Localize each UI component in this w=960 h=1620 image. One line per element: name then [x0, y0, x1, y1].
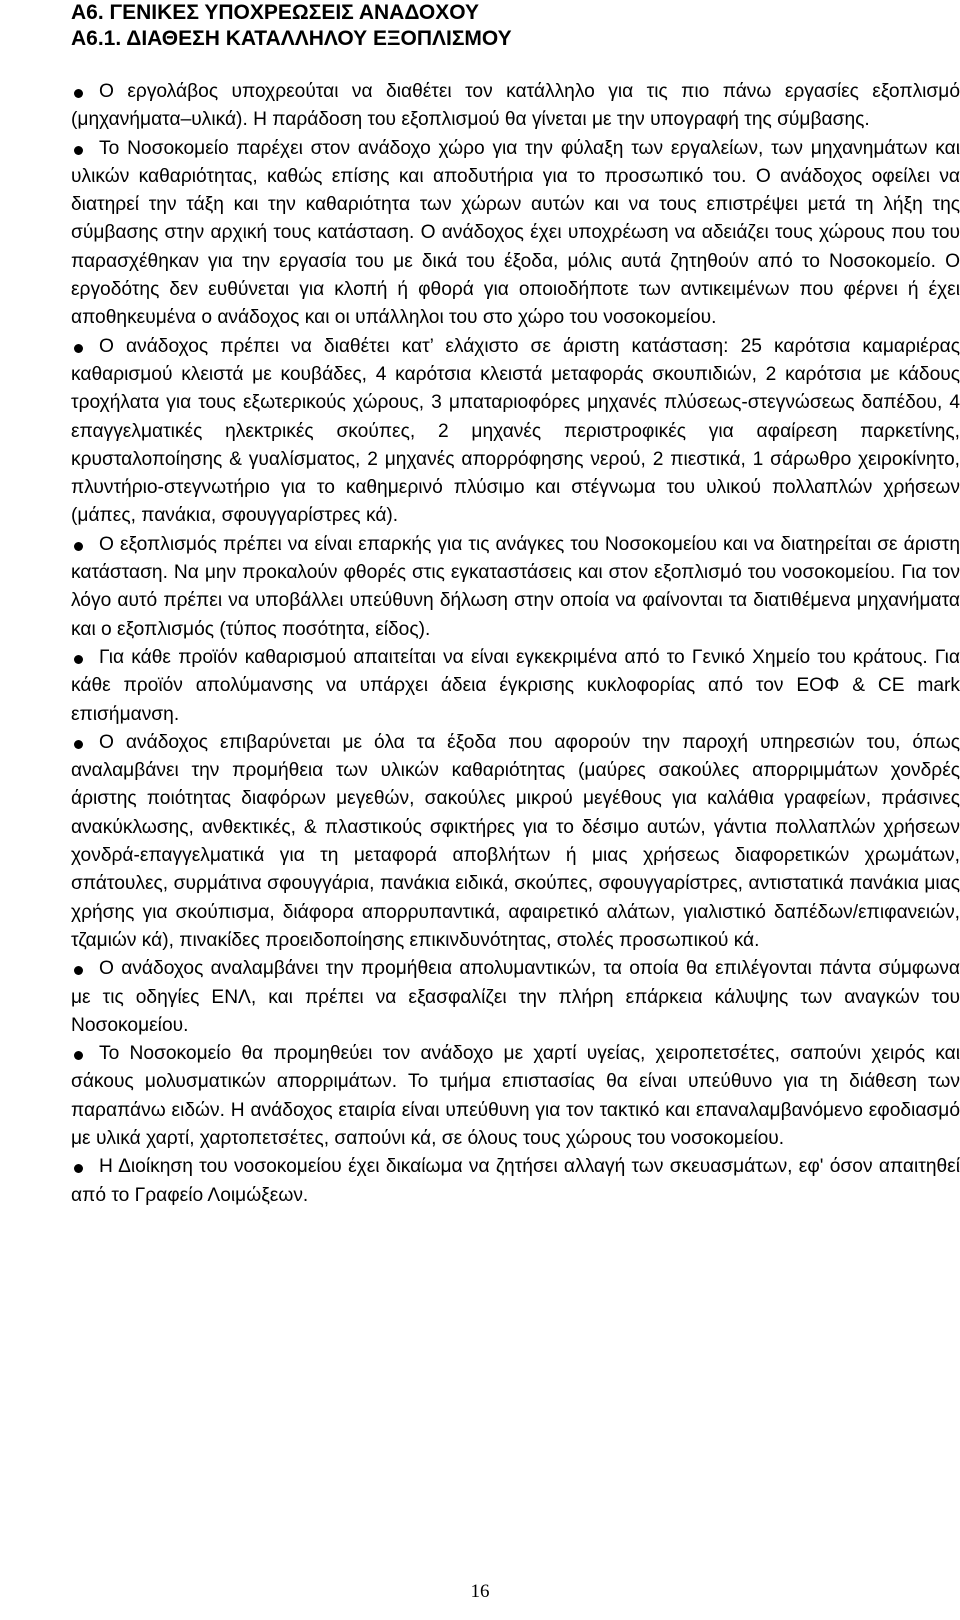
list-item	[71, 644, 960, 729]
bullet-icon	[74, 1164, 83, 1173]
bullet-icon	[74, 966, 83, 975]
list-item	[71, 955, 960, 1040]
list-item	[71, 1040, 960, 1153]
list-item-text: Ο εξοπλισμός πρέπει να είναι επαρκής για τις ανάγκες του Νοσοκομείου και να διατηρείται σε άριστη κατάσταση. Να μην προκαλούν φθορές στις εγκαταστάσεις και στον εξοπλισμό του νοσοκομείου. Για τον λόγο αυτό πρέπει να υποβάλλει υπεύθυνη δήλωση στην οποία να φαίνονται τα διατιθέμενα μηχανήματα και ο εξοπλισμός (τύπος ποσότητα, είδος).	[71, 533, 960, 640]
list-item	[71, 135, 960, 333]
bullet-icon	[74, 655, 83, 664]
list-item-text: Το Νοσοκομείο θα προμηθεύει τον ανάδοχο με χαρτί υγείας, χειροπετσέτες, σαπούνι χειρός και σάκους μολυσματικών απορριμάτων. Το τμήμα επιστασίας θα είναι υπεύθυνο για τη διάθεση των παραπάνω ειδών. Η ανάδοχος εταιρία είναι υπεύθυνη για τον τακτικό και επαναλαμβανόμενο εφοδιασμό με υλικά χαρτί, χαρτοπετσέτες, σαπούνι κά, σε όλους τους χώρους του νοσοκομείου.	[71, 1043, 960, 1149]
list-item-text: Για κάθε προϊόν καθαρισμού απαιτείται να είναι εγκεκριμένα από το Γενικό Χημείο του κράτους. Για κάθε προϊόν απολύμανσης να υπάρχει άδεια έγκρισης κυκλοφορίας από τον ΕΟΦ & CE mark επισήμανση.	[71, 646, 960, 725]
list-item-text: Ο ανάδοχος αναλαμβάνει την προμήθεια απολυμαντικών, τα οποία θα επιλέγονται πάντα σύμφωνα με τις οδηγίες ΕΝΛ, και πρέπει να εξασφαλίζει την πλήρη επάρκεια κάλυψης των αναγκών του Νοσοκομείου.	[71, 958, 960, 1036]
bullet-icon	[74, 542, 83, 551]
bullet-icon	[74, 146, 83, 155]
list-item	[71, 78, 960, 135]
list-item	[71, 729, 960, 955]
section-title: Α6. ΓΕΝΙΚΕΣ ΥΠΟΧΡΕΩΣΕΙΣ ΑΝΑΔΟΧΟΥ	[71, 1, 479, 24]
list-item-text: Ο εργολάβος υποχρεούται να διαθέτει τον κατάλληλο για τις πιο πάνω εργασίες εξοπλισμό (μηχανήματα–υλικά). Η παράδοση του εξοπλισμού θα γίνεται με την υπογραφή της σύμβασης.	[71, 81, 960, 131]
bullet-icon	[74, 1051, 83, 1060]
list-item	[71, 531, 960, 644]
subsection-title: Α6.1. ΔΙΑΘΕΣΗ ΚΑΤΑΛΛΗΛΟΥ ΕΞΟΠΛΙΣΜΟΥ	[71, 27, 512, 50]
list-item	[71, 1153, 960, 1210]
bullet-icon	[74, 344, 83, 353]
list-item-text: Ο ανάδοχος επιβαρύνεται με όλα τα έξοδα που αφορούν την παροχή υπηρεσιών του, όπως αναλαμβάνει την προμήθεια των υλικών καθαριότητας (μαύρες σακούλες απορριμμάτων χονδρές άριστης ποιότητας διαφόρων μεγεθών, σακούλες μικρού μεγέθους για καλάθια γραφείων, πράσινες ανακύκλωσης, ανθεκτικές, & πλαστικούς σφικτήρες για το δέσιμο αυτών, γάντια πολλαπλών χρήσεων χονδρά-επαγγελματικά για τη μεταφορά αποβλήτων ή μιας χρήσεως διαφορετικών χρωμάτων, σπάτουλες, συρμάτινα σφουγγάρια, πανάκια ειδικά, σκούπες, σφουγγαρίστρες, αντιστατικά πανάκια μιας χρήσης για σκούπισμα, διάφορα απορρυπαντικά, αφαιρετικό αλάτων, γιαλιστικό δαπέδων/επιφανειών, τζαμιών κά), πινακίδες προειδοποίησης επικινδυνότητας, στολές προσωπικού κά.	[71, 731, 960, 951]
list-item-text: Ο ανάδοχος πρέπει να διαθέτει κατ’ ελάχιστο σε άριστη κατάσταση: 25 καρότσια καμαριέρας καθαρισμού κλειστά με κουβάδες, 4 καρότσια κλειστά μεταφοράς σκουπιδιών, 2 καρότσια με κάδους τροχήλατα για τους εξωτερικούς χώρους, 3 μπαταριοφόρες μηχανές πλύσεως-στεγνώσεως δαπέδου, 4 επαγγελματικές ηλεκτρικές σκούπες, 2 μηχανές περιστροφικές για αφαίρεση παρκετίνης, κρυσταλοποίησης & γυαλίσματος, 2 μηχανές απορρόφησης νερού, 2 πιεστικά, 1 σάρωθρο χειροκίνητο, πλυντήριο-στεγνωτήριο για το καθημερινό πλύσιμο και στέγνωμα του υλικού πολλαπλών χρήσεων (μάπες, πανάκια, σφουγγαρίστρες κά).	[71, 335, 960, 527]
page-number: 16	[470, 1581, 490, 1602]
list-item-text: Το Νοσοκομείο παρέχει στον ανάδοχο χώρο για την φύλαξη των εργαλείων, των μηχανημάτων και υλικών καθαριότητας, καθώς επίσης και αποδυτήρια για το προσωπικό του. Ο ανάδοχος οφείλει να διατηρεί την τάξη και την καθαριότητα των χώρων αυτών και να τους επιστρέψει μετά τη λήξη της σύμβασης στην αρχική τους κατάσταση. Ο ανάδοχος έχει υποχρέωση να αδειάζει τους χώρους που του παρασχέθηκαν για την εργασία του με δικά του έξοδα, μόλις αυτά ζητηθούν από το Νοσοκομείο. Ο εργοδότης δεν ευθύνεται για κλοπή ή φθορά για οποιοδήποτε των αντικειμένων που φέρνει ή έχει αποθηκευμένα ο ανάδοχος και οι υπάλληλοι του στο χώρο του νοσοκομείου.	[71, 137, 960, 329]
bullet-icon	[74, 89, 83, 98]
list-item	[71, 333, 960, 531]
bullet-icon	[74, 740, 83, 749]
list-item-text: Η Διοίκηση του νοσοκομείου έχει δικαίωμα να ζητήσει αλλαγή των σκευασμάτων, εφ' όσον απαιτηθεί από το Γραφείο Λοιμώξεων.	[71, 1156, 960, 1206]
bullet-list	[71, 78, 960, 1210]
